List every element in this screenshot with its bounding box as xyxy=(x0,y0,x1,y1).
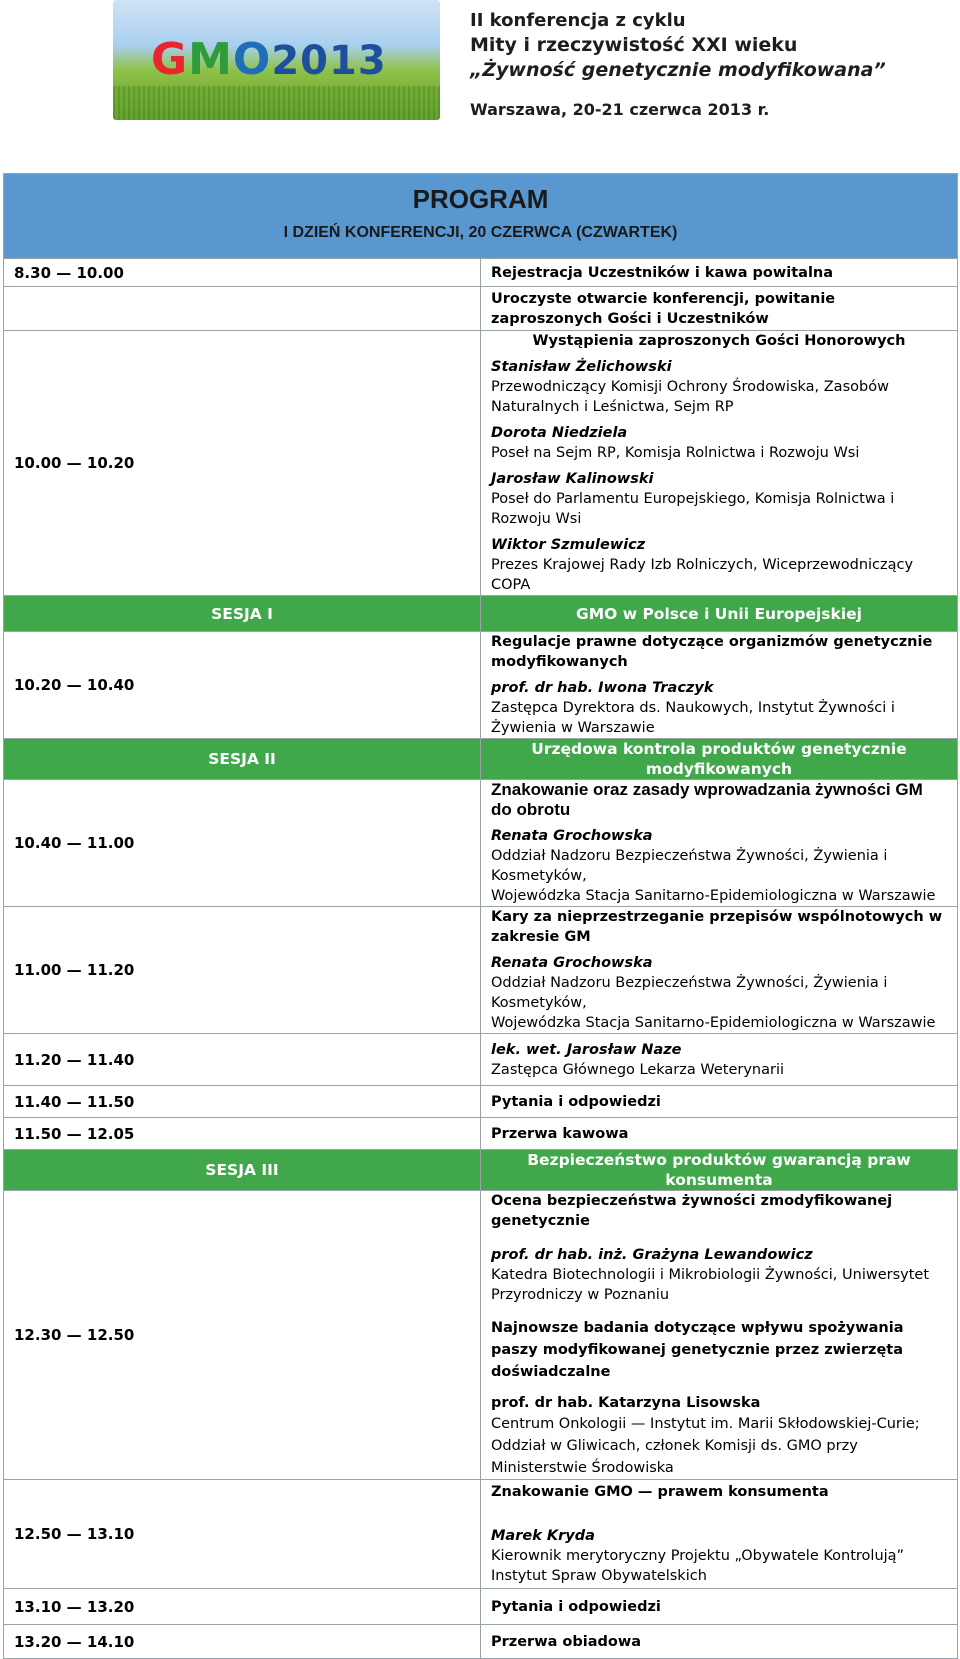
agenda-row xyxy=(4,287,958,331)
speaker-affiliation: Wojewódzka Stacja Sanitarno-Epidemiologiczna w Warszawie xyxy=(491,888,936,904)
agenda-item: Uroczyste otwarcie konferencji, powitanie zaproszonych Gości i Uczestników xyxy=(481,287,958,331)
lecture-topic: Kary za nieprzestrzeganie przepisów wspólnotowych w zakresie GM xyxy=(491,909,943,945)
speaker-affiliation: Kierownik merytoryczny Projektu „Obywatele Kontrolują” Instytut Spraw Obywatelskich xyxy=(491,1548,905,1584)
agenda-time: 10.40 — 11.00 xyxy=(4,780,481,907)
session-title: Bezpieczeństwo produktów gwarancją praw konsumenta xyxy=(481,1150,958,1191)
agenda-time xyxy=(4,287,481,331)
agenda-item: Pytania i odpowiedzi xyxy=(481,1086,958,1118)
program-title-cell xyxy=(4,174,958,259)
speaker-name: Jarosław Kalinowski xyxy=(491,471,654,487)
speaker-affiliation: Centrum Onkologii — Instytut im. Marii Skłodowskiej-Curie; Oddział w Gliwicach, członek Komisji ds. GMO przy Ministerstwie Środowiska xyxy=(491,1416,920,1476)
speaker-name: Stanisław Żelichowski xyxy=(491,359,672,375)
speaker-affiliation: Zastępca Głównego Lekarza Weterynarii xyxy=(491,1061,785,1078)
speaker-name: prof. dr hab. Katarzyna Lisowska xyxy=(491,1395,761,1411)
lecture-topic: Znakowanie oraz zasady wprowadzania żywności GM do obrotu xyxy=(491,780,923,819)
agenda-time: 11.00 — 11.20 xyxy=(4,907,481,1034)
lecture-topic: Znakowanie GMO — prawem konsumenta xyxy=(491,1484,829,1500)
logo-letter-g: G xyxy=(151,34,189,85)
agenda-subheading: Wystąpienia zaproszonych Gości Honorowych xyxy=(532,333,906,349)
agenda-row xyxy=(4,632,958,739)
agenda-item: Przerwa kawowa xyxy=(481,1118,958,1150)
session-label: SESJA II xyxy=(4,739,481,780)
speaker-affiliation: Poseł do Parlamentu Europejskiego, Komisja Rolnictwa i Rozwoju Wsi xyxy=(491,491,895,527)
speaker-affiliation: Oddział Nadzoru Bezpieczeństwa Żywności, Żywienia i Kosmetyków, xyxy=(491,975,888,1011)
session-title: Urzędowa kontrola produktów genetycznie modyfikowanych xyxy=(481,739,958,780)
speaker-name: prof. dr hab. Iwona Traczyk xyxy=(491,680,714,696)
agenda-row xyxy=(4,780,958,907)
agenda-time: 8.30 — 10.00 xyxy=(4,259,481,287)
logo-letter-m: M xyxy=(188,34,233,85)
lecture-cell xyxy=(481,1034,958,1086)
conference-series: II konferencja z cyklu xyxy=(470,10,686,31)
program-title-row xyxy=(4,174,958,259)
agenda-row xyxy=(4,331,958,596)
logo-grass-background xyxy=(113,86,440,120)
speaker-affiliation: Oddział Nadzoru Bezpieczeństwa Żywności, Żywienia i Kosmetyków, xyxy=(491,848,888,884)
speaker-name: Wiktor Szmulewicz xyxy=(491,537,646,553)
session-header-row xyxy=(4,739,958,780)
agenda-time: 11.50 — 12.05 xyxy=(4,1118,481,1150)
session-title: GMO w Polsce i Unii Europejskiej xyxy=(481,596,958,632)
conference-topic: „Żywność genetycznie modyfikowana” xyxy=(470,59,886,81)
logo-wordmark xyxy=(151,34,387,85)
lecture-topic: Najnowsze badania dotyczące wpływu spożywania paszy modyfikowanej genetycznie przez zwierzęta doświadczalne xyxy=(491,1320,904,1380)
honorary-guests-cell xyxy=(481,331,958,596)
session-label: SESJA III xyxy=(4,1150,481,1191)
program-table xyxy=(3,173,958,1659)
speaker-affiliation: Poseł na Sejm RP, Komisja Rolnictwa i Rozwoju Wsi xyxy=(491,445,860,461)
speaker-name: Marek Kryda xyxy=(491,1528,595,1544)
lecture-topic: Ocena bezpieczeństwa żywności zmodyfikowanej genetycznie xyxy=(491,1193,893,1229)
agenda-row xyxy=(4,1118,958,1150)
session-label: SESJA I xyxy=(4,596,481,632)
agenda-row xyxy=(4,1480,958,1589)
agenda-row xyxy=(4,259,958,287)
lecture-cell xyxy=(481,1480,958,1589)
agenda-time: 11.40 — 11.50 xyxy=(4,1086,481,1118)
lecture-cell xyxy=(481,780,958,907)
agenda-time: 10.00 — 10.20 xyxy=(4,331,481,596)
agenda-item: Pytania i odpowiedzi xyxy=(481,1589,958,1625)
agenda-row xyxy=(4,1625,958,1659)
agenda-time: 12.30 — 12.50 xyxy=(4,1191,481,1480)
speaker-name: Dorota Niedziela xyxy=(491,425,628,441)
agenda-row xyxy=(4,1589,958,1625)
speaker-name: Renata Grochowska xyxy=(491,955,653,971)
conference-place-date: Warszawa, 20-21 czerwca 2013 r. xyxy=(470,100,770,119)
speaker-affiliation: Zastępca Dyrektora ds. Naukowych, Instytut Żywności i Żywienia w Warszawie xyxy=(491,700,895,736)
speaker-affiliation: Katedra Biotechnologii i Mikrobiologii Żywności, Uniwersytet Przyrodniczy w Poznaniu xyxy=(491,1267,930,1303)
speaker-name: lek. wet. Jarosław Naze xyxy=(491,1041,682,1058)
speaker-affiliation: Przewodniczący Komisji Ochrony Środowiska, Zasobów Naturalnych i Leśnictwa, Sejm RP xyxy=(491,379,889,415)
agenda-time: 13.10 — 13.20 xyxy=(4,1589,481,1625)
gmo-2013-logo xyxy=(113,0,440,120)
lecture-cell xyxy=(481,632,958,739)
agenda-item: Przerwa obiadowa xyxy=(481,1625,958,1659)
conference-heading xyxy=(470,8,940,122)
speaker-name: prof. dr hab. inż. Grażyna Lewandowicz xyxy=(491,1247,813,1263)
session-header-row xyxy=(4,1150,958,1191)
agenda-row xyxy=(4,1034,958,1086)
logo-letter-o: O xyxy=(232,34,272,85)
logo-year: 2013 xyxy=(271,38,387,84)
program-title: PROGRAM xyxy=(412,184,549,214)
conference-cycle-title: Mity i rzeczywistość XXI wieku xyxy=(470,34,798,56)
agenda-row xyxy=(4,907,958,1034)
lecture-topic: Regulacje prawne dotyczące organizmów genetycznie modyfikowanych xyxy=(491,634,933,670)
speaker-name: Renata Grochowska xyxy=(491,828,653,844)
agenda-item: Rejestracja Uczestników i kawa powitalna xyxy=(481,259,958,287)
speaker-affiliation: Wojewódzka Stacja Sanitarno-Epidemiologiczna w Warszawie xyxy=(491,1015,936,1031)
agenda-time: 12.50 — 13.10 xyxy=(4,1480,481,1589)
agenda-time: 13.20 — 14.10 xyxy=(4,1625,481,1659)
agenda-time: 10.20 — 10.40 xyxy=(4,632,481,739)
agenda-row xyxy=(4,1086,958,1118)
lecture-cell xyxy=(481,907,958,1034)
agenda-time: 11.20 — 11.40 xyxy=(4,1034,481,1086)
agenda-row xyxy=(4,1191,958,1480)
speaker-affiliation: Prezes Krajowej Rady Izb Rolniczych, Wiceprzewodniczący COPA xyxy=(491,557,914,593)
program-day: I DZIEŃ KONFERENCJI, 20 CZERWCA (CZWARTEK) xyxy=(283,224,678,241)
session-header-row xyxy=(4,596,958,632)
lecture-cell xyxy=(481,1191,958,1480)
